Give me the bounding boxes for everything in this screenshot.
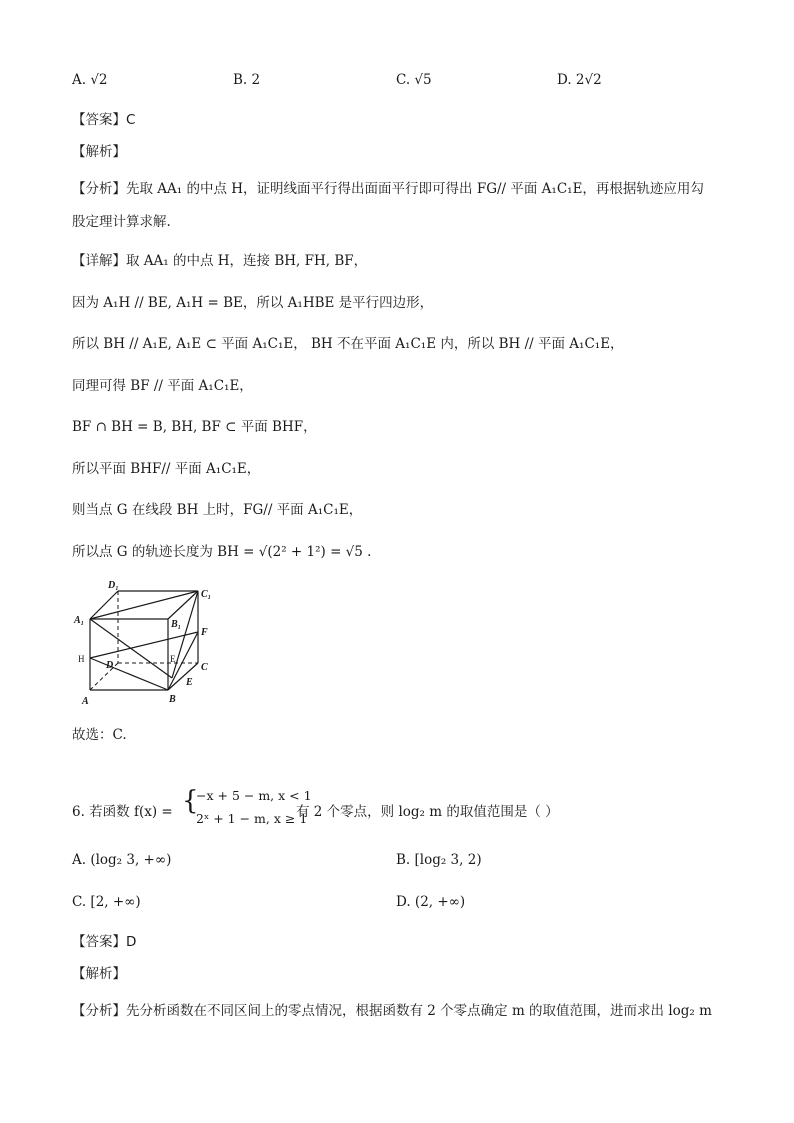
q6-option-a: A. (log₂ 3, +∞) xyxy=(72,852,172,868)
q6-option-d: D. (2, +∞) xyxy=(396,894,466,910)
label-e: E xyxy=(186,677,193,688)
q6-option-c: C. [2, +∞) xyxy=(72,894,141,910)
q5-analysis-heading: 【解析】 xyxy=(72,144,126,160)
q5-detail-line: 因为 A₁H // BE, A₁H = BE，所以 A₁HBE 是平行四边形， xyxy=(72,295,434,311)
label-b1: B₁ xyxy=(171,619,182,630)
cube-figure xyxy=(72,575,222,710)
q5-detail-line: 所以 BH // A₁E, A₁E ⊂ 平面 A₁C₁E， BH 不在平面 A₁C₁E 内，所以 BH // 平面 A₁C₁E， xyxy=(72,336,624,352)
q5-detail-line: 所以平面 BHF// 平面 A₁C₁E， xyxy=(72,461,261,477)
q5-detail-line: 【详解】取 AA₁ 的中点 H，连接 BH, FH, BF， xyxy=(72,253,368,269)
q6-stem-prefix: 6. 若函数 f(x) = xyxy=(72,804,173,820)
q6-answer: 【答案】D xyxy=(72,934,137,950)
label-c1: C₁ xyxy=(201,589,212,600)
label-c: C xyxy=(201,662,208,673)
q6-analysis-heading: 【解析】 xyxy=(72,966,126,982)
q5-detail-line: 同理可得 BF // 平面 A₁C₁E， xyxy=(72,378,253,394)
q5-detail-line: 所以点 G 的轨迹长度为 BH = √(2² + 1²) = √5 . xyxy=(72,544,372,560)
q5-option-d: D. 2√2 xyxy=(557,72,602,88)
q6-fenxi: 【分析】先分析函数在不同区间上的零点情况，根据函数有 2 个零点确定 m 的取值范围，进而求出 log₂ m xyxy=(72,1003,712,1019)
label-d: D xyxy=(106,660,114,671)
q5-choice: 故选：C. xyxy=(72,727,127,743)
q5-answer: 【答案】C xyxy=(72,112,136,128)
q6-piece2: 2ˣ + 1 − m, x ≥ 1 xyxy=(196,811,308,826)
q6-brace: { xyxy=(182,786,199,816)
label-a1: A₁ xyxy=(74,615,85,626)
q5-option-b: B. 2 xyxy=(233,72,261,88)
q6-stem-suffix: 有 2 个零点，则 log₂ m 的取值范围是（ ） xyxy=(296,804,559,820)
q5-fenxi-line1: 【分析】先取 AA₁ 的中点 H，证明线面平行得出面面平行即可得出 FG// 平面 A₁C₁E，再根据轨迹应用勾 xyxy=(72,181,704,197)
q5-detail-line: BF ∩ BH = B, BH, BF ⊂ 平面 BHF， xyxy=(72,419,317,435)
q5-fenxi-line2: 股定理计算求解. xyxy=(72,214,171,230)
label-f: F xyxy=(201,627,208,638)
q6-option-b: B. [log₂ 3, 2) xyxy=(396,852,482,868)
q5-detail-line: 则当点 G 在线段 BH 上时，FG// 平面 A₁C₁E， xyxy=(72,502,363,518)
label-h: H xyxy=(78,654,85,664)
label-a: A xyxy=(82,696,89,707)
label-e-inner: E xyxy=(170,654,176,664)
q5-option-c: C. √5 xyxy=(396,72,432,88)
q6-piece1: −x + 5 − m, x < 1 xyxy=(196,788,312,803)
label-d1: D₁ xyxy=(108,580,119,591)
q5-option-a: A. √2 xyxy=(72,72,108,88)
label-b: B xyxy=(169,694,176,705)
